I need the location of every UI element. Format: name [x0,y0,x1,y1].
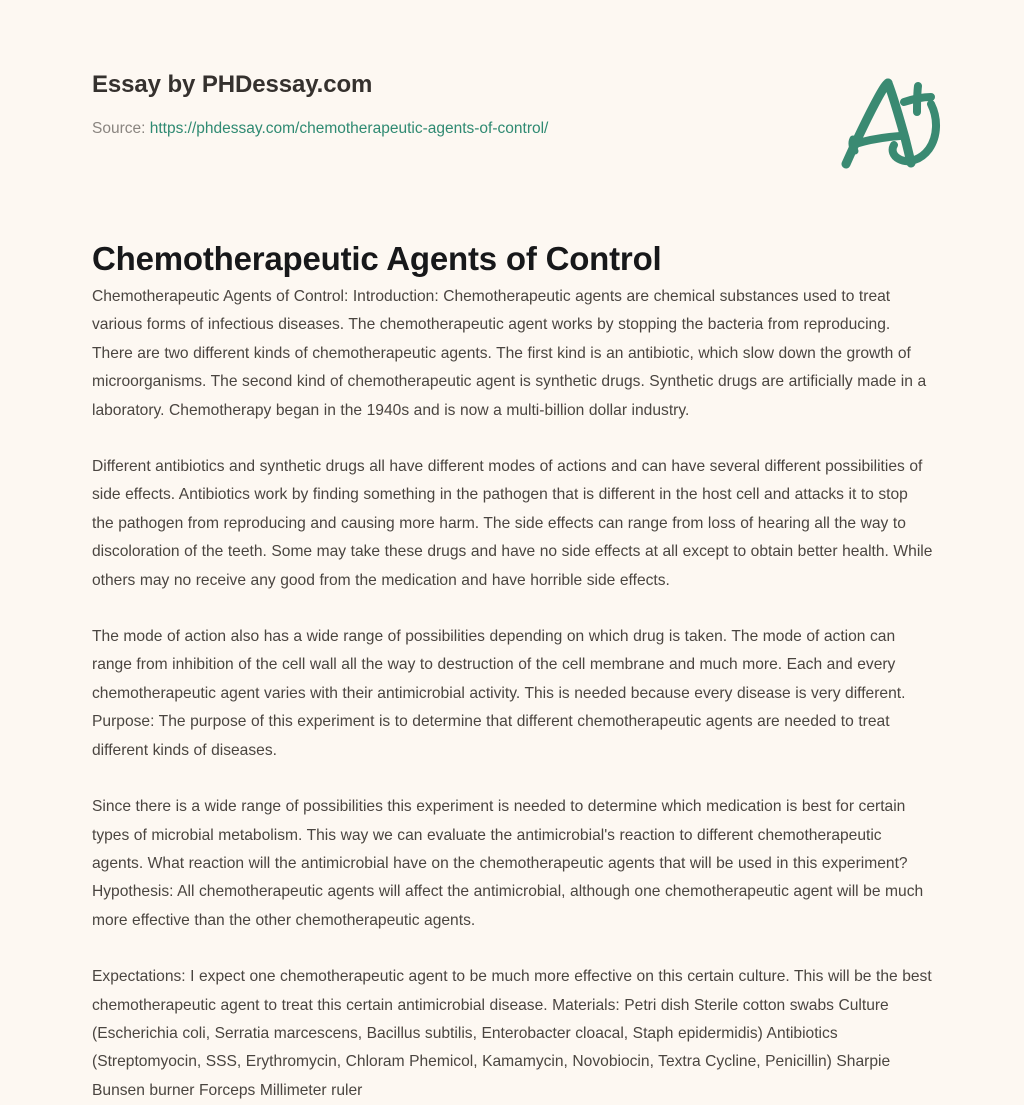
page-header [92,70,944,140]
phdessay-a-plus-logo [824,60,954,180]
source-label: Source: [92,120,146,137]
source-url-link[interactable]: https://phdessay.com/chemotherapeutic-agents-of-control/ [149,120,549,137]
header-text-group [92,70,548,140]
brand-byline: Essay by PHDessay.com [92,71,373,98]
paragraph: The mode of action also has a wide range of possibilities depending on which drug is taken. The mode of action can range from inhibition of the cell wall all the way to destruction of the cell membrane and much more. Each and every chemotherapeutic agent varies with their antimicrobial activity. This is needed because every disease is very different. Purpose: The purpose of this experiment is to determine that different chemotherapeutic agents are needed to treat different kinds of diseases. [92,628,906,759]
a-plus-icon [824,60,954,180]
paragraph: Since there is a wide range of possibilities this experiment is needed to determine which medication is best for certain types of microbial metabolism. This way we can evaluate the antimicrobial's reaction to different chemotherapeutic agents. What reaction will the antimicrobial have on the chemotherapeutic agents that will be used in this experiment? Hypothesis: All chemotherapeutic agents will affect the antimicrobial, although one chemotherapeutic agent will be much more effective than the other chemotherapeutic agents. [92,798,924,929]
paragraph: Expectations: I expect one chemotherapeutic agent to be much more effective on this certain culture. This will be the best chemotherapeutic agent to treat this certain antimicrobial disease. Materials: Petri dish Sterile cotton swabs Culture (Escherichia coli, Serratia marcescens, Bacillus subtilis, Enterobacter cloacal, Staph epidermidis) Antibiotics (Streptomyocin, SSS, Erythromycin, Chloram Phemicol, Kamamycin, Novobiocin, Textra Cycline, Penicillin) Sharpie Bunsen burner Forceps Millimeter ruler [92,968,932,1099]
paragraph: Chemotherapeutic Agents of Control: Introduction: Chemotherapeutic agents are chemical substances used to treat various forms of infectious diseases. The chemotherapeutic agent works by stopping the bacteria from reproducing. There are two different kinds of chemotherapeutic agents. The first kind is an antibiotic, which slow down the growth of microorganisms. The second kind of chemotherapeutic agent is synthetic drugs. Synthetic drugs are artificially made in a laboratory. Chemotherapy began in the 1940s and is now a multi-billion dollar industry. [92,288,927,419]
paragraph: Different antibiotics and synthetic drugs all have different modes of actions and can have several different possibilities of side effects. Antibiotics work by finding something in the pathogen that is different in the host cell and attacks it to stop the pathogen from reproducing and causing more harm. The side effects can range from loss of hearing all the way to discoloration of the teeth. Some may take these drugs and have no side effects at all except to obtain better health. While others may no receive any good from the medication and have horrible side effects. [92,458,933,589]
essay-body [92,283,934,1105]
page-title: Chemotherapeutic Agents of Control [92,240,662,278]
source-line [92,118,548,140]
